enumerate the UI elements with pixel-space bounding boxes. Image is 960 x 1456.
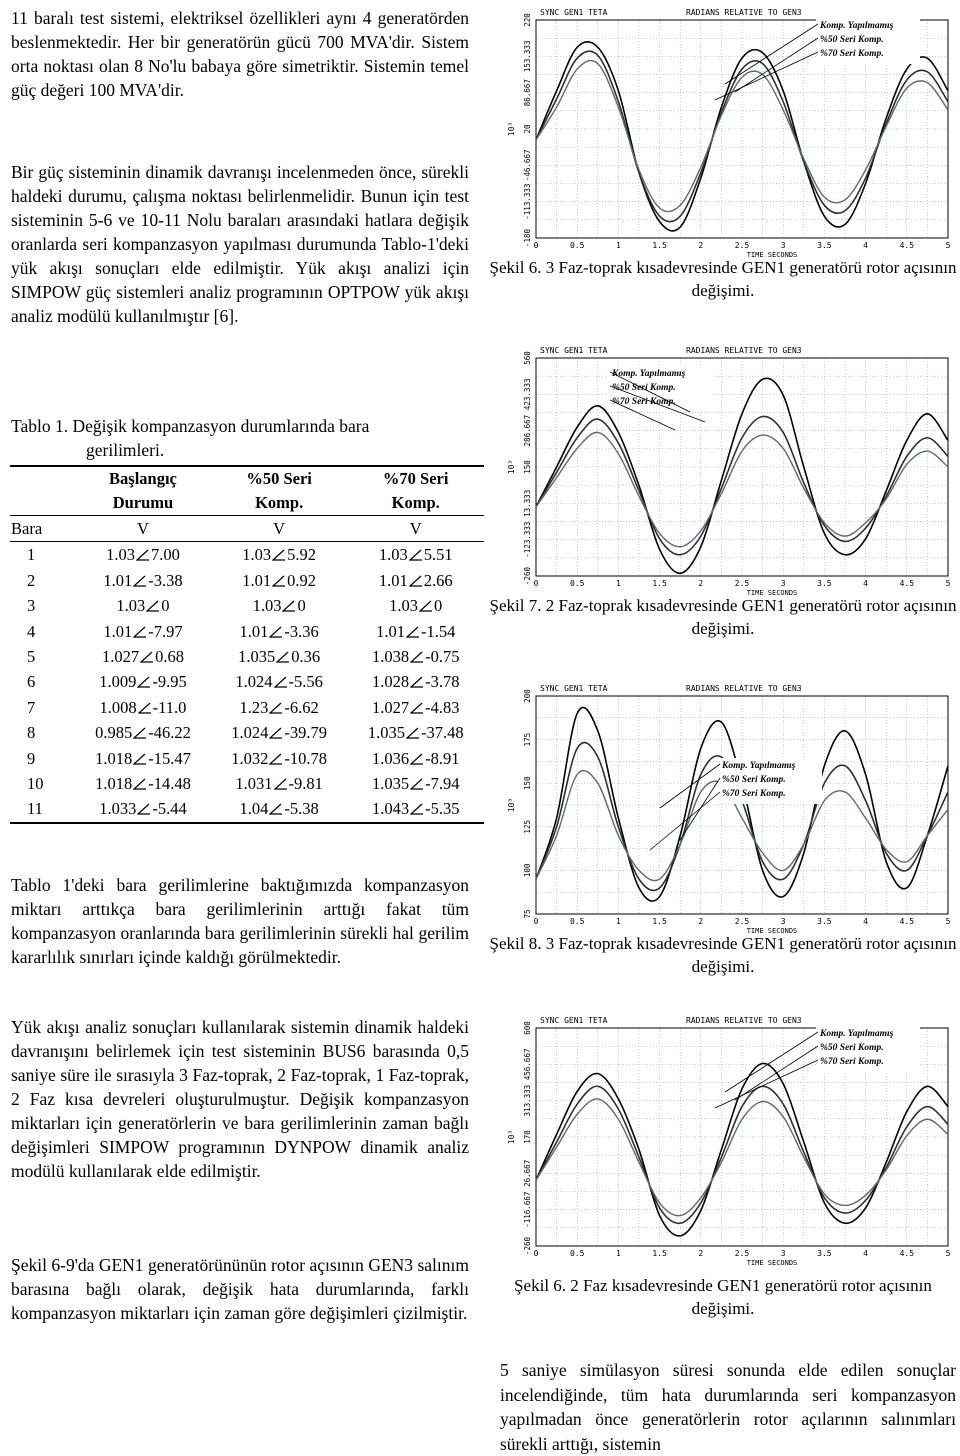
header-70-seri: %70 Seri	[382, 469, 449, 488]
voltage-magnitude: 1.01	[103, 621, 133, 641]
legend-entry: %70 Seri Komp.	[820, 49, 884, 59]
table-cell-voltage	[211, 695, 348, 720]
table-cell-voltage	[211, 593, 348, 618]
table-cell-voltage	[211, 771, 348, 796]
table-cell-voltage	[75, 568, 211, 593]
voltage-magnitude: 1.04	[239, 799, 269, 819]
x-tick-label: 1	[615, 579, 621, 588]
chart-title: SYNC GEN1 TETA	[540, 8, 608, 17]
y-tick-label: -116.667	[523, 1191, 532, 1228]
table-cell-voltage	[75, 771, 211, 796]
legend-entry: %70 Seri Komp.	[722, 789, 786, 799]
voltage-angle: -6.62	[284, 697, 319, 717]
angle-icon	[410, 803, 423, 815]
angle-icon	[137, 803, 150, 815]
voltage-angle: -14.48	[148, 774, 191, 794]
table-cell-voltage	[211, 796, 348, 822]
voltage-angle: -0.75	[425, 647, 460, 667]
table-cell-bara: 7	[27, 697, 36, 717]
voltage-angle: -4.83	[425, 697, 460, 717]
voltage-angle: 0	[161, 596, 170, 616]
chart-title: SYNC GEN1 TETA	[540, 684, 608, 693]
x-tick-label: 0	[533, 1249, 539, 1258]
x-tick-label: 1.5	[652, 1249, 667, 1258]
x-tick-label: 0	[533, 579, 539, 588]
angle-icon	[406, 727, 419, 739]
voltage-angle: -3.78	[425, 672, 460, 692]
voltage-angle: -7.97	[148, 621, 183, 641]
voltage-angle: 5.92	[287, 545, 316, 565]
voltage-magnitude: 1.018	[95, 748, 133, 768]
x-axis-label: TIME SECONDS	[746, 1259, 798, 1267]
y-tick-label: 560	[523, 351, 532, 365]
table-cell-voltage	[347, 568, 484, 593]
legend-entry: Komp. Yapılmamış	[612, 369, 686, 379]
voltage-angle: -5.56	[288, 672, 323, 692]
table-cell-bara: 2	[27, 570, 36, 590]
x-tick-label: 4.5	[899, 917, 915, 926]
x-tick-label: 3	[780, 241, 786, 250]
voltage-angle: -1.54	[420, 621, 456, 641]
table-cell-voltage	[75, 644, 211, 669]
table-cell-voltage	[211, 669, 348, 694]
header-komp-50: Komp.	[255, 493, 304, 512]
voltage-magnitude: 1.03	[252, 596, 282, 616]
voltage-angle: -39.79	[284, 723, 327, 743]
angle-icon	[133, 626, 146, 638]
voltage-angle: -5.35	[425, 799, 460, 819]
table-row	[10, 720, 484, 745]
legend-entry: %70 Seri Komp.	[820, 1057, 884, 1067]
angle-icon	[146, 600, 159, 612]
voltage-magnitude: 0.985	[95, 723, 133, 743]
y-tick-label: 13.333	[523, 489, 532, 517]
header-v-3: V	[409, 519, 422, 538]
voltage-magnitude: 1.009	[99, 672, 137, 692]
angle-icon	[410, 651, 423, 663]
table-cell-voltage	[75, 796, 211, 822]
table-cell-voltage	[75, 720, 211, 745]
chart-sekil-8-svg	[500, 680, 956, 936]
x-tick-label: 3.5	[817, 579, 832, 588]
voltage-angle: -15.47	[148, 748, 191, 768]
chart-sekil-6	[500, 4, 956, 260]
x-tick-label: 4.5	[899, 579, 915, 588]
voltage-magnitude: 1.035	[238, 647, 276, 667]
x-tick-label: 2.5	[734, 241, 750, 250]
voltage-magnitude: 1.03	[389, 596, 419, 616]
voltage-angle: -8.91	[425, 748, 460, 768]
y-tick-label: 26.667	[523, 1159, 532, 1187]
x-tick-label: 0.5	[569, 241, 585, 250]
table-cell-voltage	[211, 619, 348, 644]
y-tick-label: 423.333	[523, 378, 532, 411]
table-row	[10, 542, 484, 568]
x-tick-label: 2	[698, 579, 704, 588]
chart-sekil-6-2faz	[500, 1012, 956, 1268]
x-tick-label: 5	[945, 579, 951, 588]
x-tick-label: 2	[698, 241, 704, 250]
x-tick-label: 2.5	[734, 917, 750, 926]
voltage-magnitude: 1.024	[235, 672, 273, 692]
table-unit-row	[10, 516, 484, 542]
angle-icon	[133, 753, 146, 765]
angle-icon	[274, 676, 287, 688]
angle-icon	[410, 778, 423, 790]
table-cell-bara: 8	[27, 723, 36, 743]
legend-entry: %50 Seri Komp.	[820, 1043, 884, 1053]
angle-icon	[409, 549, 422, 561]
y-tick-label: -260	[523, 566, 532, 586]
table-row	[10, 771, 484, 796]
y-tick-label: 170	[523, 1130, 532, 1144]
table-cell-bara: 5	[27, 647, 36, 667]
voltage-angle: 0	[297, 596, 306, 616]
x-tick-label: 1	[615, 241, 621, 250]
x-axis-label: TIME SECONDS	[746, 251, 798, 259]
legend-entry: Komp. Yapılmamış	[722, 761, 796, 771]
voltage-magnitude: 1.03	[116, 596, 146, 616]
voltage-magnitude: 1.035	[367, 723, 405, 743]
chart-title: SYNC GEN1 TETA	[540, 1016, 608, 1025]
voltage-angle: 5.51	[423, 545, 453, 565]
x-tick-label: 3	[780, 579, 786, 588]
table-cell-voltage	[75, 619, 211, 644]
chart-subtitle: RADIANS RELATIVE TO GEN3	[686, 346, 802, 355]
table-cell-voltage	[75, 593, 211, 618]
table-cell-bara: 3	[27, 596, 36, 616]
paragraph-dynamic-analysis: Yük akışı analiz sonuçları kullanılarak sistemin dinamik haldeki davranışını belirlemek için test sisteminin BUS6 barasında 0,5 saniye süre ile sırasıyla 3 Faz-toprak, 2 Faz-toprak, 1 Faz-toprak, 2 Faz kısa devreleri oluşturulmuştur. Değişik kompanzasyon miktarları için generatörlerin ve bara gerilimlerinin zaman bağlı değişimleri SIMPOW programının DYNPOW dinamik analiz modülü kullanılarak elde edilmiştir.	[11, 1017, 469, 1181]
table-cell-voltage	[211, 568, 348, 593]
y-tick-label: -260	[523, 1236, 532, 1256]
y-tick-label: 20	[523, 124, 532, 134]
angle-icon	[410, 702, 423, 714]
caption-sekil-6: Şekil 6. 3 Faz-toprak kısadevresinde GEN1 generatörü rotor açısının değişimi.	[489, 258, 957, 300]
legend-entry: %50 Seri Komp.	[820, 35, 884, 45]
table-cell-bara: 10	[27, 774, 44, 794]
voltage-magnitude: 1.01	[242, 570, 272, 590]
table-row	[10, 796, 484, 822]
angle-icon	[272, 575, 285, 587]
y-tick-label: 313.333	[523, 1084, 532, 1117]
y-tick-label: -46.667	[523, 149, 532, 182]
chart-subtitle: RADIANS RELATIVE TO GEN3	[686, 8, 802, 17]
angle-icon	[136, 549, 149, 561]
legend-entry: Komp. Yapılmamış	[820, 21, 894, 31]
y-tick-label: 125	[523, 820, 532, 834]
y-axis-multiplier: 10³	[507, 797, 516, 813]
x-tick-label: 0.5	[569, 579, 585, 588]
caption-sekil-8: Şekil 8. 3 Faz-toprak kısadevresinde GEN1 generatörü rotor açısının değişimi.	[489, 934, 957, 976]
x-tick-label: 3	[780, 917, 786, 926]
angle-icon	[410, 676, 423, 688]
table-cell-voltage	[347, 593, 484, 618]
y-tick-label: -180	[523, 228, 532, 248]
angle-icon	[410, 753, 423, 765]
table-cell-voltage	[347, 720, 484, 745]
table-cell-bara: 6	[27, 672, 36, 692]
x-tick-label: 3.5	[817, 241, 832, 250]
table-cell-bara: 1	[27, 545, 36, 565]
angle-icon	[409, 575, 422, 587]
x-tick-label: 4	[863, 917, 869, 926]
chart-sekil-8	[500, 680, 956, 936]
voltage-magnitude: 1.035	[371, 774, 410, 794]
chart-sekil-6-2faz-svg	[500, 1012, 956, 1268]
legend-entry: %50 Seri Komp.	[722, 775, 786, 785]
chart-title: SYNC GEN1 TETA	[540, 346, 608, 355]
legend-entry: Komp. Yapılmamış	[820, 1029, 894, 1039]
angle-icon	[133, 575, 146, 587]
voltage-angle: 0.36	[291, 647, 321, 667]
x-tick-label: 2.5	[734, 579, 750, 588]
voltage-magnitude: 1.01	[376, 621, 405, 641]
y-axis-multiplier: 10³	[507, 1129, 516, 1145]
voltage-magnitude: 1.038	[371, 647, 410, 667]
y-tick-label: 100	[523, 863, 532, 878]
x-tick-label: 2	[698, 1249, 704, 1258]
y-tick-label: 286.667	[523, 414, 532, 447]
table-cell-bara: 4	[27, 621, 36, 641]
angle-icon	[269, 803, 282, 815]
voltage-angle: 0	[434, 596, 443, 616]
y-tick-label: 456.667	[523, 1048, 532, 1081]
voltage-angle: -9.95	[152, 672, 187, 692]
table-cell-voltage	[347, 619, 484, 644]
table-cell-voltage	[347, 746, 484, 771]
x-tick-label: 1.5	[652, 241, 667, 250]
voltage-angle: -37.48	[420, 723, 464, 743]
header-baslangic: Başlangıç	[109, 469, 177, 488]
table-cell-voltage	[347, 669, 484, 694]
voltage-magnitude: 1.027	[371, 697, 410, 717]
x-tick-label: 4	[863, 579, 869, 588]
chart-subtitle: RADIANS RELATIVE TO GEN3	[686, 684, 802, 693]
x-tick-label: 4.5	[899, 1249, 915, 1258]
paragraph-load-flow: Bir güç sisteminin dinamik davranışı incelenmeden önce, sürekli haldeki durumu, çalışma noktası belirlenmelidir. Bunun için test sisteminin 5-6 ve 10-11 Nolu baraları arasındaki hatlara değişik oranlarda seri kompanzasyon yapılması durumunda Tablo-1'deki yük akışı sonuçları elde edilmiştir. Yük akışı analizi için SIMPOW güç sistemleri analiz programının OPTPOW yük akışı analiz modülü kullanılmıştır [6].	[11, 162, 469, 326]
table-cell-bara: 11	[27, 799, 43, 819]
x-tick-label: 5	[945, 1249, 951, 1258]
x-tick-label: 1.5	[652, 917, 667, 926]
y-tick-label: -113.333	[523, 183, 532, 220]
voltage-magnitude: 1.03	[378, 545, 408, 565]
y-axis-multiplier: 10³	[507, 459, 516, 475]
chart-background	[500, 680, 956, 936]
voltage-angle: 0.68	[155, 647, 184, 667]
angle-icon	[272, 549, 285, 561]
table-caption	[11, 414, 481, 462]
table-header-row-2	[10, 491, 484, 516]
table-cell-voltage	[347, 771, 484, 796]
angle-icon	[406, 626, 419, 638]
voltage-magnitude: 1.01	[239, 621, 269, 641]
x-tick-label: 0	[533, 241, 539, 250]
voltage-magnitude: 1.031	[235, 774, 273, 794]
voltage-angle: 2.66	[423, 570, 453, 590]
chart-sekil-6-svg	[500, 4, 956, 260]
x-tick-label: 1.5	[652, 579, 667, 588]
x-tick-label: 2	[698, 917, 704, 926]
x-tick-label: 4	[863, 241, 869, 250]
voltage-magnitude: 1.01	[103, 570, 133, 590]
x-tick-label: 3.5	[817, 917, 832, 926]
y-tick-label: 75	[523, 909, 532, 919]
table-cell-voltage	[75, 669, 211, 694]
voltage-angle: -9.81	[288, 774, 323, 794]
table-caption-line1: Tablo 1. Değişik kompanzasyon durumlarında bara	[11, 416, 370, 436]
paragraph-table-interpretation: Tablo 1'deki bara gerilimlerine baktığımızda kompanzasyon miktarı arttıkça bara gerilimlerinin arttığı fakat tüm kompanzasyon oranlarında bara gerilimlerinin sürekli hal gerilim kararlılık sınırları içinde kaldığı görülmektedir.	[11, 875, 469, 967]
y-tick-label: 600	[523, 1021, 532, 1035]
y-tick-label: -123.333	[523, 521, 532, 558]
y-tick-label: 153.333	[523, 40, 532, 73]
header-v-1: V	[136, 519, 149, 538]
voltage-angle: 7.00	[150, 545, 180, 565]
table-cell-voltage	[75, 542, 211, 568]
table-row	[10, 568, 484, 593]
angle-icon	[276, 651, 289, 663]
x-axis-label: TIME SECONDS	[746, 927, 798, 935]
voltage-angle: -3.36	[284, 621, 319, 641]
angle-icon	[269, 702, 282, 714]
chart-subtitle: RADIANS RELATIVE TO GEN3	[686, 1016, 802, 1025]
header-bara: Bara	[11, 519, 43, 538]
y-tick-label: 150	[523, 776, 532, 790]
x-tick-label: 2.5	[734, 1249, 750, 1258]
header-50-seri: %50 Seri	[246, 469, 312, 488]
angle-icon	[269, 727, 282, 739]
voltage-magnitude: 1.008	[99, 697, 137, 717]
angle-icon	[282, 600, 295, 612]
x-tick-label: 0.5	[569, 917, 585, 926]
voltage-magnitude: 1.03	[106, 545, 135, 565]
table-row	[10, 669, 484, 694]
table-row	[10, 695, 484, 720]
header-durumu: Durumu	[112, 493, 174, 512]
x-tick-label: 1	[615, 917, 621, 926]
header-v-2: V	[273, 519, 286, 538]
table-cell-voltage	[211, 644, 348, 669]
legend-entry: %50 Seri Komp.	[612, 383, 676, 393]
x-tick-label: 1	[615, 1249, 621, 1258]
x-tick-label: 3	[780, 1249, 786, 1258]
y-tick-label: 86.667	[523, 79, 532, 107]
table-cell-voltage	[75, 746, 211, 771]
angle-icon	[269, 753, 282, 765]
voltage-angle: 0.92	[287, 570, 316, 590]
table-row	[10, 593, 484, 618]
voltage-angle: -10.78	[284, 748, 327, 768]
x-tick-label: 5	[945, 241, 951, 250]
paragraph-figure-description: Şekil 6-9'da GEN1 generatörününün rotor açısının GEN3 salınım barasına bağlı olarak, değişik hata durumlarında, farklı kompanzasyon miktarları için zaman göre değişimleri çizilmiştir.	[11, 1255, 469, 1323]
table-row	[10, 644, 484, 669]
angle-icon	[137, 676, 150, 688]
angle-icon	[133, 778, 146, 790]
angle-icon	[140, 651, 153, 663]
caption-sekil-7: Şekil 7. 2 Faz-toprak kısadevresinde GEN1 generatörü rotor açısının değişimi.	[489, 596, 957, 638]
caption-sekil-6-2faz: Şekil 6. 2 Faz kısadevresinde GEN1 generatörü rotor açısının değişimi.	[514, 1276, 932, 1318]
x-axis-label: TIME SECONDS	[746, 589, 798, 597]
chart-sekil-7	[500, 342, 956, 598]
x-tick-label: 0.5	[569, 1249, 585, 1258]
voltage-magnitude: 1.043	[371, 799, 410, 819]
table-cell-voltage	[347, 644, 484, 669]
x-tick-label: 5	[945, 917, 951, 926]
angle-icon	[138, 702, 151, 714]
angle-icon	[269, 626, 282, 638]
table-cell-voltage	[211, 746, 348, 771]
voltage-angle: -5.38	[284, 799, 319, 819]
voltage-magnitude: 1.01	[378, 570, 408, 590]
y-axis-multiplier: 10³	[507, 121, 516, 137]
voltage-magnitude: 1.028	[371, 672, 410, 692]
paragraph-conclusion: 5 saniye simülasyon süresi sonunda elde edilen sonuçlar incelendiğinde, tüm hata durumlarında seri kompanzasyon yapılmadan önce generatörlerin rotor açılarının salınımları sürekli arttığı, sistemin	[500, 1360, 956, 1454]
angle-icon	[419, 600, 432, 612]
table-cell-voltage	[211, 542, 348, 568]
y-tick-label: 175	[523, 732, 532, 747]
voltage-magnitude: 1.024	[231, 723, 269, 743]
voltage-magnitude: 1.027	[101, 647, 140, 667]
voltage-table	[10, 465, 484, 824]
angle-icon	[133, 727, 146, 739]
voltage-magnitude: 1.032	[231, 748, 269, 768]
table-row	[10, 619, 484, 644]
angle-icon	[274, 778, 287, 790]
voltage-magnitude: 1.033	[99, 799, 137, 819]
voltage-angle: -5.44	[152, 799, 187, 819]
table-header-row	[10, 466, 484, 491]
voltage-angle: -3.38	[148, 570, 183, 590]
x-tick-label: 4	[863, 1249, 869, 1258]
voltage-angle: -46.22	[148, 723, 191, 743]
table-row	[10, 746, 484, 771]
table-cell-voltage	[75, 695, 211, 720]
y-tick-label: 150	[523, 460, 532, 474]
chart-sekil-7-svg	[500, 342, 956, 598]
table-cell-voltage	[211, 720, 348, 745]
voltage-magnitude: 1.036	[371, 748, 410, 768]
voltage-angle: -11.0	[152, 697, 187, 717]
voltage-magnitude: 1.018	[95, 774, 133, 794]
table-cell-bara: 9	[27, 748, 36, 768]
paragraph-system-description: 11 baralı test sistemi, elektriksel özellikleri aynı 4 generatörden beslenmektedir. Her bir generatörün gücü 700 MVA'dir. Sistem orta noktası olan 8 No'lu babaya göre simetriktir. Sistemin temel güç değeri 100 MVA'dir.	[11, 8, 469, 100]
voltage-magnitude: 1.03	[242, 545, 272, 565]
x-tick-label: 3.5	[817, 1249, 832, 1258]
voltage-magnitude: 1.23	[239, 697, 269, 717]
table-cell-voltage	[347, 542, 484, 568]
table-cell-voltage	[347, 695, 484, 720]
table-caption-line2: gerilimleri.	[86, 440, 165, 460]
x-tick-label: 0	[533, 917, 539, 926]
table-cell-voltage	[347, 796, 484, 822]
y-tick-label: 220	[523, 13, 532, 27]
y-tick-label: 200	[523, 689, 532, 703]
header-komp-70: Komp.	[391, 493, 440, 512]
voltage-angle: -7.94	[425, 774, 460, 794]
x-tick-label: 4.5	[899, 241, 915, 250]
legend-entry: %70 Seri Komp.	[612, 397, 676, 407]
